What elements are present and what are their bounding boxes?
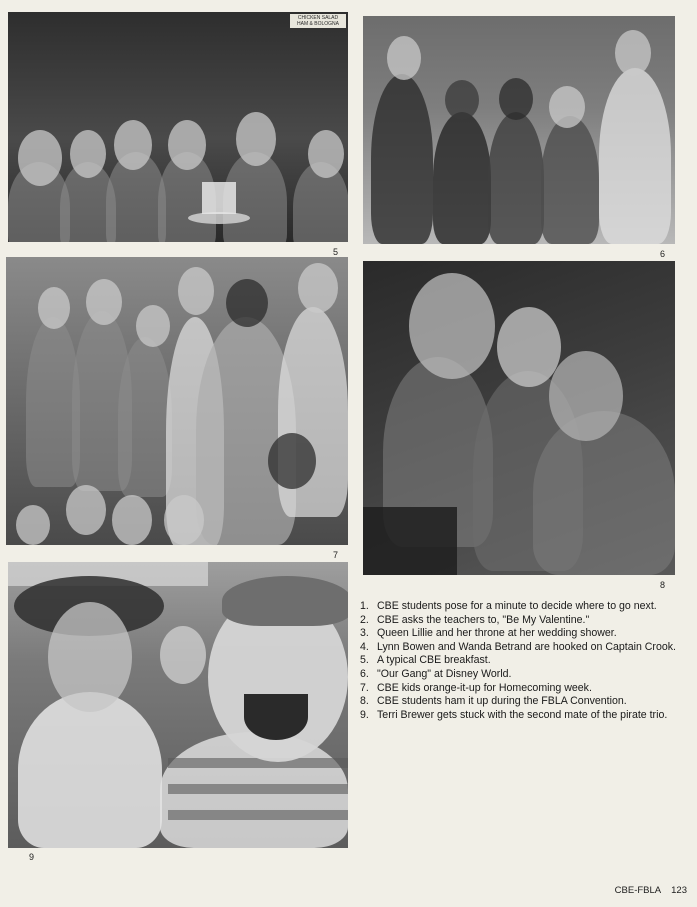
photo-7 (6, 257, 348, 545)
caption-item: 2. CBE asks the teachers to, "Be My Valentine." (360, 613, 590, 626)
photo-6 (363, 16, 675, 244)
caption-item: 6. "Our Gang" at Disney World. (360, 667, 512, 680)
photo-8 (363, 261, 675, 575)
caption-item: 7. CBE kids orange-it-up for Homecoming week. (360, 681, 592, 694)
caption-item: 3. Queen Lillie and her throne at her wedding shower. (360, 627, 617, 640)
caption-item: 9. Terri Brewer gets stuck with the second mate of the pirate trio. (360, 708, 668, 721)
photo-5 (8, 12, 348, 242)
photo-number: 8 (660, 580, 666, 590)
caption-item: 4. Lynn Bowen and Wanda Betrand are hooked on Captain Crook. (360, 640, 676, 653)
photo-number: 9 (29, 852, 35, 862)
caption-item: 8. CBE students ham it up during the FBLA Convention. (360, 695, 627, 708)
photo-number: 5 (333, 247, 339, 257)
photo-number: 7 (333, 550, 339, 560)
page-number: 123 (671, 885, 687, 896)
caption-list (360, 600, 680, 722)
section-title: CBE-FBLA (614, 885, 662, 896)
photo-9 (8, 562, 348, 848)
page-footer (615, 885, 687, 896)
menu-sign: CHICKEN SALAD HAM & BOLOGNA (290, 14, 346, 28)
caption-item: 1. CBE students pose for a minute to decide where to go next. (360, 600, 657, 612)
photo-number: 6 (660, 249, 666, 259)
caption-item: 5. A typical CBE breakfast. (360, 654, 491, 667)
